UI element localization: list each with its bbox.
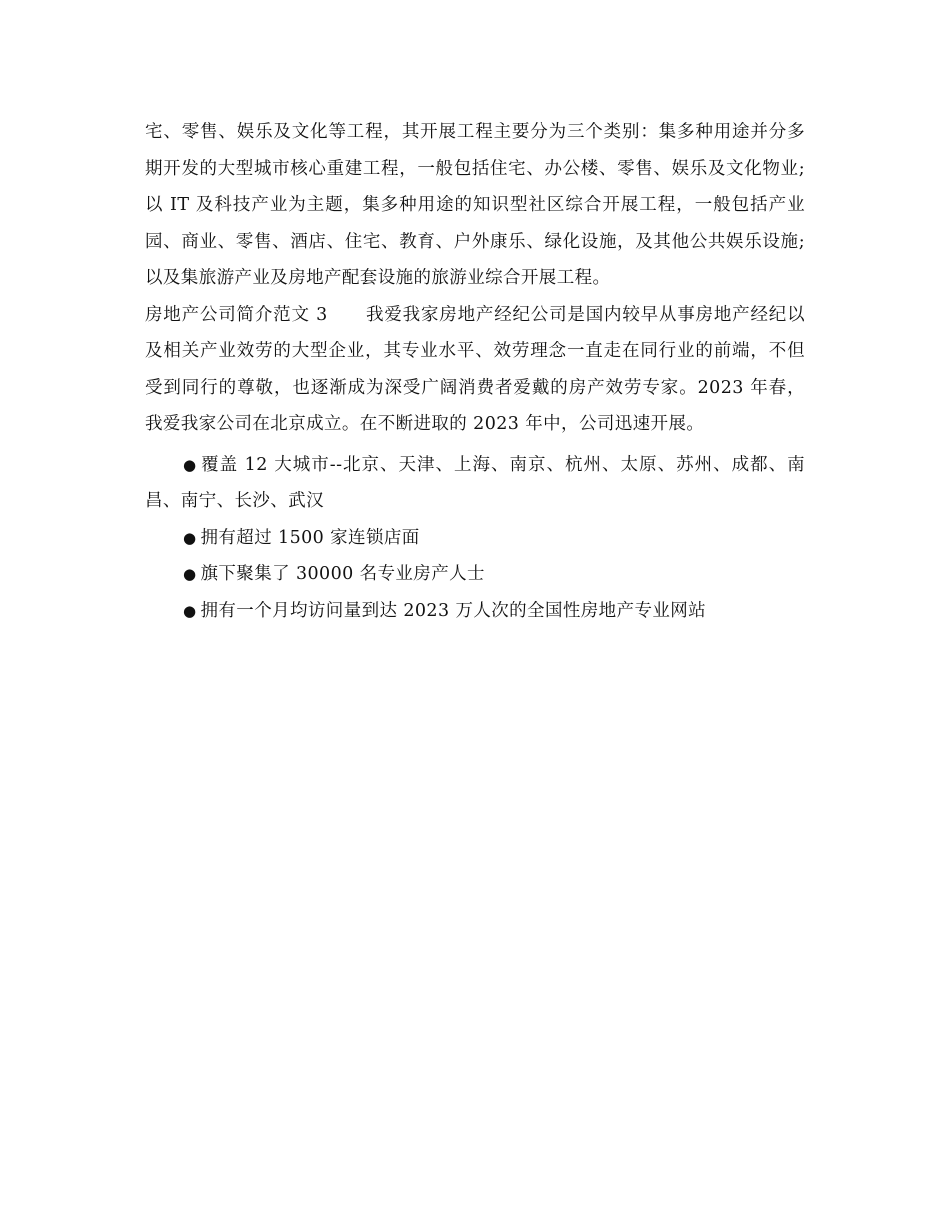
bullet-dot-icon: ● xyxy=(183,601,197,620)
bullet-text: 拥有一个月均访问量到达 2023 万人次的全国性房地产专业网站 xyxy=(200,600,707,621)
document-body xyxy=(145,114,805,629)
bullet-dot-icon: ● xyxy=(183,455,198,474)
bullet-text: 覆盖 12 大城市--北京、天津、上海、南京、杭州、太原、苏州、成都、南昌、南宁、长沙、武汉 xyxy=(145,454,805,511)
bullet-text: 旗下聚集了 30000 名专业房产人士 xyxy=(200,564,485,584)
bullet-text: 拥有超过 1500 家连锁店面 xyxy=(200,527,420,548)
bullet-item-website xyxy=(145,593,805,630)
bullet-dot-icon: ● xyxy=(183,528,197,547)
bullet-dot-icon: ● xyxy=(183,565,197,583)
company-intro-paragraph xyxy=(145,297,805,443)
bullet-item-stores xyxy=(145,520,805,557)
section-title: 房地产公司简介范文 3 xyxy=(145,304,328,325)
bullet-item-staff xyxy=(145,556,805,593)
body-paragraph: 宅、零售、娱乐及文化等工程，其开展工程主要分为三个类别：集多种用途并分多期开发的大型城市核心重建工程，一般包括住宅、办公楼、零售、娱乐及文化物业;以 IT 及科技产业为主题，集多种用途的知识型社区综合开展工程，一般包括产业园、商业、零售、酒店、住宅、教育、户外康乐、绿化设施，及其他公共娱乐设施;以及集旅游产业及房地产配套设施的旅游业综合开展工程。 xyxy=(145,122,805,288)
bullet-item-cities xyxy=(145,447,805,520)
intro-text: 我爱我家房地产经纪公司是国内较早从事房地产经纪以及相关产业效劳的大型企业，其专业水平、效劳理念一直走在同行业的前端，不但受到同行的尊敬，也逐渐成为深受广阔消费者爱戴的房产效劳专家。2023 年春，我爱我家公司在北京成立。在不断进取的 2023 年中，公司迅速开展。 xyxy=(145,304,805,434)
